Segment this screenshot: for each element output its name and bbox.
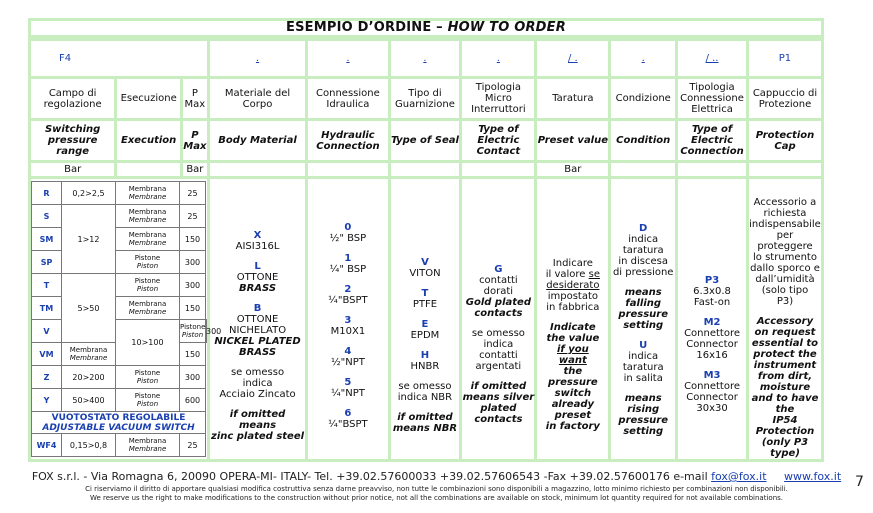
range-execution — [116, 366, 180, 389]
title-italian: ESEMPIO D’ORDINE – — [286, 20, 448, 35]
cap-it7: dall’umidità — [755, 274, 815, 285]
execution-it: Pistone — [134, 277, 161, 285]
cond-d4: di pressione — [612, 267, 674, 278]
execution-it: Pistone — [180, 323, 206, 331]
seal-omit2: indica NBR — [397, 391, 453, 403]
materiale-omit-en2: means — [239, 420, 277, 431]
wf4-code: WF4 — [32, 434, 62, 457]
conn-code: 2 — [344, 283, 352, 295]
range-code: VM — [32, 343, 62, 366]
options-row — [30, 178, 823, 461]
range-execution — [62, 343, 116, 366]
range-row — [32, 389, 207, 412]
footer-address-text: FOX s.r.l. - Via Romagna 6, 20090 OPERA-MI- ITALY- Tel. +39.02.57600033 +39.02.57606543 -Fax +39.02.57600176 e-mail — [31, 470, 712, 483]
unit-bar-range: Bar — [30, 162, 116, 178]
option-x-text: AISI316L — [235, 241, 280, 252]
cond-uen3: pressure — [618, 415, 669, 426]
cap-it9: P3) — [776, 296, 794, 307]
execution-it: Pistone — [134, 392, 161, 400]
execution-en: Membrane — [69, 354, 108, 362]
header-condizione: Condizione — [610, 78, 677, 120]
taratura-en5: the pressure — [548, 366, 598, 388]
cap-it4: per proteggere — [757, 230, 813, 252]
seal-h-text: HNBR — [410, 360, 440, 372]
range-row — [32, 320, 207, 343]
micro-options — [461, 178, 536, 461]
connessione-list — [308, 222, 387, 439]
taratura-en6: switch — [554, 388, 592, 399]
micro-omit-en2: means silver — [462, 391, 535, 403]
wf4-pmax: 25 — [180, 434, 206, 457]
cond-den2: falling — [625, 298, 662, 309]
code-taratura: / . — [536, 40, 610, 78]
cond-d2: taratura — [622, 245, 664, 256]
taratura-it2-line — [537, 269, 608, 280]
cond-d-code: D — [639, 223, 648, 234]
cap-en5: instrument — [753, 360, 817, 371]
materiale-omit1: se omesso — [230, 367, 285, 378]
taratura-en1: Indicate — [550, 322, 596, 333]
taratura-it2: il valore — [545, 269, 586, 280]
header-en-condizione: Condition — [610, 120, 677, 162]
unit-empty-conn — [307, 162, 389, 178]
elconn-m3-2: Connector — [686, 391, 738, 403]
code-micro: . — [461, 40, 536, 78]
conn-code: 3 — [344, 314, 352, 326]
header-pmax: P Max — [182, 78, 209, 120]
cappuccio-options — [747, 178, 822, 461]
code-guarnizione: . — [389, 40, 461, 78]
unit-empty-mat — [208, 162, 307, 178]
cap-it6: dallo sporco e — [750, 263, 820, 274]
conn-text: ¼"BSPT — [328, 294, 368, 306]
order-code-table — [28, 38, 824, 462]
range-value: 20>200 — [62, 366, 116, 389]
title-english: HOW TO ORDER — [447, 20, 566, 35]
header-italian-row — [30, 78, 823, 120]
execution-it: Pistone — [134, 254, 161, 262]
footer-address — [0, 470, 873, 483]
range-execution — [116, 228, 180, 251]
option-l-en: BRASS — [238, 283, 277, 294]
micro-omit4: argentati — [475, 360, 522, 372]
range-code: S — [32, 205, 62, 228]
conn-code: 5 — [344, 376, 352, 388]
elconn-m2-3: 16x16 — [696, 349, 728, 361]
execution-en: Piston — [136, 285, 159, 293]
execution-en: Piston — [136, 400, 159, 408]
wf4-exec-en: Membrane — [128, 445, 167, 453]
header-cappuccio: Cappuccio di Protezione — [747, 78, 822, 120]
execution-en: Piston — [136, 377, 159, 385]
cap-en1: Accessory — [756, 316, 814, 327]
micro-g-en1: Gold plated — [465, 296, 531, 308]
range-row — [32, 366, 207, 389]
vacuum-line1: VUOTOSTATO REGOLABILE — [51, 412, 186, 423]
execution-en: Piston — [181, 331, 204, 339]
range-code: V — [32, 320, 62, 343]
option-b-text1: OTTONE — [236, 314, 279, 325]
elconn-m3-1: Connettore — [684, 380, 740, 392]
header-guarnizione: Tipo di Guarnizione — [389, 78, 461, 120]
conn-text: ½" BSP — [329, 232, 367, 244]
header-materiale: Materiale del Corpo — [208, 78, 307, 120]
code-connessione: . — [307, 40, 389, 78]
cap-it1: Accessorio a — [753, 197, 817, 208]
range-pmax: 25 — [180, 205, 206, 228]
option-l-text: OTTONE — [236, 272, 279, 283]
code-connessione-elettrica: / .. — [677, 40, 748, 78]
elconn-m3-3: 30x30 — [696, 402, 728, 414]
option-b-en1: NICKEL PLATED — [214, 336, 301, 347]
range-code: Z — [32, 366, 62, 389]
page-number: 7 — [855, 474, 864, 490]
footer-email-link[interactable]: fox@fox.it — [711, 470, 767, 483]
execution-it: Membrana — [128, 208, 167, 216]
conn-text: ¼"NPT — [330, 387, 365, 399]
range-code: SP — [32, 251, 62, 274]
cond-uen4: setting — [623, 426, 664, 437]
range-row — [32, 274, 207, 297]
taratura-en8: preset — [554, 410, 592, 421]
page-title — [28, 18, 824, 38]
micro-g-en2: contacts — [474, 307, 523, 319]
elconn-m2-1: Connettore — [684, 327, 740, 339]
taratura-it5: in fabbrica — [546, 302, 600, 313]
header-campo: Campo di regolazione — [30, 78, 116, 120]
range-row — [32, 251, 207, 274]
condizione-options — [610, 178, 677, 461]
elconn-p3-1: 6.3x0.8 — [693, 285, 731, 297]
execution-en: Membrane — [128, 216, 167, 224]
cap-en6: from dirt, — [757, 371, 813, 382]
unit-empty-micro — [461, 162, 536, 178]
cap-en11: (only P3 type) — [761, 437, 809, 459]
seal-v-code: V — [421, 256, 429, 268]
unit-empty-cond — [610, 162, 677, 178]
execution-it: Pistone — [134, 369, 161, 377]
connessione-options — [307, 178, 389, 461]
cap-en8: and to have — [751, 393, 819, 404]
range-options — [30, 178, 222, 461]
taratura-en7: already — [551, 399, 595, 410]
vacuum-row — [32, 412, 207, 434]
cond-den1: means — [624, 287, 662, 298]
wf4-exec-it: Membrana — [128, 437, 167, 445]
conn-code: 0 — [344, 221, 352, 233]
range-row — [32, 228, 207, 251]
unit-bar-taratura: Bar — [536, 162, 610, 178]
taratura-en3: if you — [556, 344, 589, 355]
code-cappuccio: P1 — [747, 40, 822, 78]
execution-en: Membrane — [128, 193, 167, 201]
cond-uen2: rising — [627, 404, 660, 415]
conn-text: M10X1 — [330, 325, 366, 337]
range-row — [32, 205, 207, 228]
wf4-exec — [116, 434, 180, 457]
range-pmax: 300 — [180, 251, 206, 274]
header-en-connessione: Hydraulic Connection — [307, 120, 389, 162]
code-materiale: . — [208, 40, 307, 78]
execution-it: Membrana — [128, 185, 167, 193]
cap-en2: on request — [754, 327, 816, 338]
taratura-en2: the value — [546, 333, 600, 344]
cond-u-code: U — [639, 340, 648, 351]
cap-it2: richiesta — [763, 208, 807, 219]
taratura-it3: desiderato — [546, 280, 600, 291]
taratura-options — [536, 178, 610, 461]
elconn-m2-2: Connector — [686, 338, 738, 350]
tipologia-conn-options — [677, 178, 748, 461]
code-condizione: . — [610, 40, 677, 78]
unit-empty-elconn — [677, 162, 748, 178]
materiale-omit3: Acciaio Zincato — [219, 389, 296, 400]
range-value: 5>50 — [62, 274, 116, 343]
range-pmax: 25 — [180, 182, 206, 205]
taratura-it2u: se — [588, 269, 600, 280]
cond-u3: in salita — [623, 373, 663, 384]
micro-omit-en4: contacts — [474, 413, 523, 425]
materiale-omit2: indica — [242, 378, 273, 389]
unit-bar-pmax: Bar — [182, 162, 209, 178]
header-esecuzione: Esecuzione — [116, 78, 182, 120]
range-table — [31, 181, 222, 457]
header-en-pmax: P Max — [182, 120, 209, 162]
option-l-code: L — [254, 261, 261, 272]
unit-row — [30, 162, 823, 178]
taratura-en9: in factory — [545, 421, 600, 432]
micro-g-code: G — [494, 263, 503, 275]
execution-en: Piston — [136, 262, 159, 270]
option-x-code: X — [253, 230, 262, 241]
wf4-range: 0,15>0,8 — [62, 434, 116, 457]
code-f4: F4 — [30, 40, 209, 78]
materiale-options — [208, 178, 307, 461]
elconn-m2-code: M2 — [703, 316, 721, 328]
option-b-code: B — [253, 303, 262, 314]
micro-omit1: se omesso — [471, 327, 525, 339]
header-en-guarnizione: Type of Seal — [389, 120, 461, 162]
seal-v-text: VITON — [409, 267, 441, 279]
header-english-row — [30, 120, 823, 162]
cond-den3: pressure — [618, 309, 669, 320]
range-code: T — [32, 274, 62, 297]
conn-text: ¼"BSPT — [328, 418, 368, 430]
micro-omit3: contatti — [479, 349, 518, 361]
range-code: Y — [32, 389, 62, 412]
range-execution — [116, 251, 180, 274]
header-micro: Tipologia Micro Interruttori — [461, 78, 536, 120]
header-en-cappuccio: Protection Cap — [747, 120, 822, 162]
range-value: 50>400 — [62, 389, 116, 412]
micro-omit-en1: if omitted — [470, 380, 527, 392]
range-pmax: 300 — [206, 326, 222, 336]
materiale-omit-en3: zinc plated steel — [211, 431, 305, 442]
seal-t-text: PTFE — [412, 298, 438, 310]
cond-u2: taratura — [622, 362, 664, 373]
range-pmax: 300 — [180, 274, 206, 297]
code-row — [30, 40, 823, 78]
execution-it: Membrana — [128, 231, 167, 239]
range-pmax: 150 — [180, 228, 206, 251]
materiale-omit-en1: if omitted — [229, 409, 286, 420]
seal-omit1: se omesso — [398, 380, 452, 392]
range-pmax: 150 — [180, 343, 206, 366]
conn-code: 6 — [344, 407, 352, 419]
range-execution — [116, 389, 180, 412]
seal-omit-en2: means NBR — [392, 422, 458, 434]
conn-code: 4 — [344, 345, 352, 357]
seal-omit-en1: if omitted — [397, 411, 453, 423]
wf4-row — [32, 434, 207, 457]
seal-e-code: E — [421, 318, 429, 330]
option-b-text2: NICHELATO — [228, 325, 287, 336]
cap-en4: protect the — [753, 349, 817, 360]
range-code: SM — [32, 228, 62, 251]
range-value: 1>12 — [62, 205, 116, 274]
cond-u1: indica — [628, 351, 659, 362]
header-connessione: Connessione Idraulica — [307, 78, 389, 120]
range-pmax: 600 — [180, 389, 206, 412]
cond-den4: setting — [623, 320, 664, 331]
header-en-taratura: Preset value — [536, 120, 610, 162]
unit-empty-cap — [747, 162, 822, 178]
range-execution — [116, 182, 180, 205]
range-rows — [32, 182, 222, 457]
range-execution — [116, 274, 180, 297]
header-en-esecuzione: Execution — [116, 120, 182, 162]
vacuum-label — [32, 412, 206, 434]
header-en-micro: Type of Electric Contact — [461, 120, 536, 162]
micro-g2: dorati — [483, 285, 514, 297]
conn-text: ¼" BSP — [329, 263, 367, 275]
cap-en9: the — [775, 404, 795, 415]
execution-it: Membrana — [69, 346, 108, 354]
micro-g1: contatti — [479, 274, 518, 286]
seal-h-code: H — [420, 349, 430, 361]
range-row — [32, 297, 207, 320]
taratura-en4: want — [558, 355, 587, 366]
unit-empty-seal — [389, 162, 461, 178]
taratura-it1: Indicare — [552, 258, 593, 269]
cap-it8: (solo tipo — [761, 285, 809, 296]
seal-t-code: T — [421, 287, 429, 299]
conn-code: 1 — [344, 252, 352, 264]
elconn-p3-code: P3 — [704, 274, 720, 286]
micro-omit2: indica — [483, 338, 514, 350]
seal-e-text: EPDM — [410, 329, 440, 341]
header-en-tipologia-conn: Type of Electric Connection — [677, 120, 748, 162]
range-row — [32, 182, 207, 205]
option-b-en2: BRASS — [238, 347, 277, 358]
unit-empty-exec — [116, 162, 182, 178]
execution-en: Membrane — [128, 308, 167, 316]
micro-omit-en3: plated — [480, 402, 517, 414]
elconn-p3-2: Fast-on — [693, 296, 731, 308]
header-taratura: Taratura — [536, 78, 610, 120]
footer-disclaimer-en: We reserve us the right to make modifications to the construction without prior notice, not all the combinations are available on stock, minimum lot quantity required for not available combinations. — [89, 494, 783, 502]
conn-text: ½"NPT — [330, 356, 365, 368]
header-en-campo: Switching pressure range — [30, 120, 116, 162]
range-pmax: 150 — [180, 297, 206, 320]
header-en-materiale: Body Material — [208, 120, 307, 162]
footer-web-link[interactable]: www.fox.it — [784, 470, 842, 483]
vacuum-line2: ADJUSTABLE VACUUM SWITCH — [42, 422, 195, 433]
execution-en: Membrane — [128, 239, 167, 247]
taratura-it4: impostato — [547, 291, 598, 302]
footer-disclaimer-it: Ci riserviamo il diritto di apportare qualsiasi modifica costruttiva senza darne preavviso, non tutte le combinazioni sono disponibili a magazzino, lotto minimo richiesto per combinazioni non disponibili. — [85, 485, 788, 493]
cond-uen1: means — [624, 393, 662, 404]
range-code: TM — [32, 297, 62, 320]
range-value: 0,2>2,5 — [62, 182, 116, 205]
execution-it: Membrana — [128, 300, 167, 308]
cap-it3: indispensabile — [749, 219, 821, 230]
range-pmax: 300 — [180, 366, 206, 389]
cap-it5: lo strumento — [753, 252, 817, 263]
elconn-m3-code: M3 — [703, 369, 721, 381]
cap-en3: essential to — [751, 338, 819, 349]
range-execution — [116, 205, 180, 228]
range-code: R — [32, 182, 62, 205]
guarnizione-options — [389, 178, 461, 461]
cond-d1: indica — [628, 234, 659, 245]
range-value: 10>100 — [116, 320, 180, 366]
cap-en7: moisture — [759, 382, 811, 393]
header-tipologia-conn: Tipologia Connessione Elettrica — [677, 78, 748, 120]
range-execution — [116, 297, 180, 320]
cap-en10: IP54 Protection — [755, 415, 815, 437]
cond-d3: in discesa — [618, 256, 669, 267]
